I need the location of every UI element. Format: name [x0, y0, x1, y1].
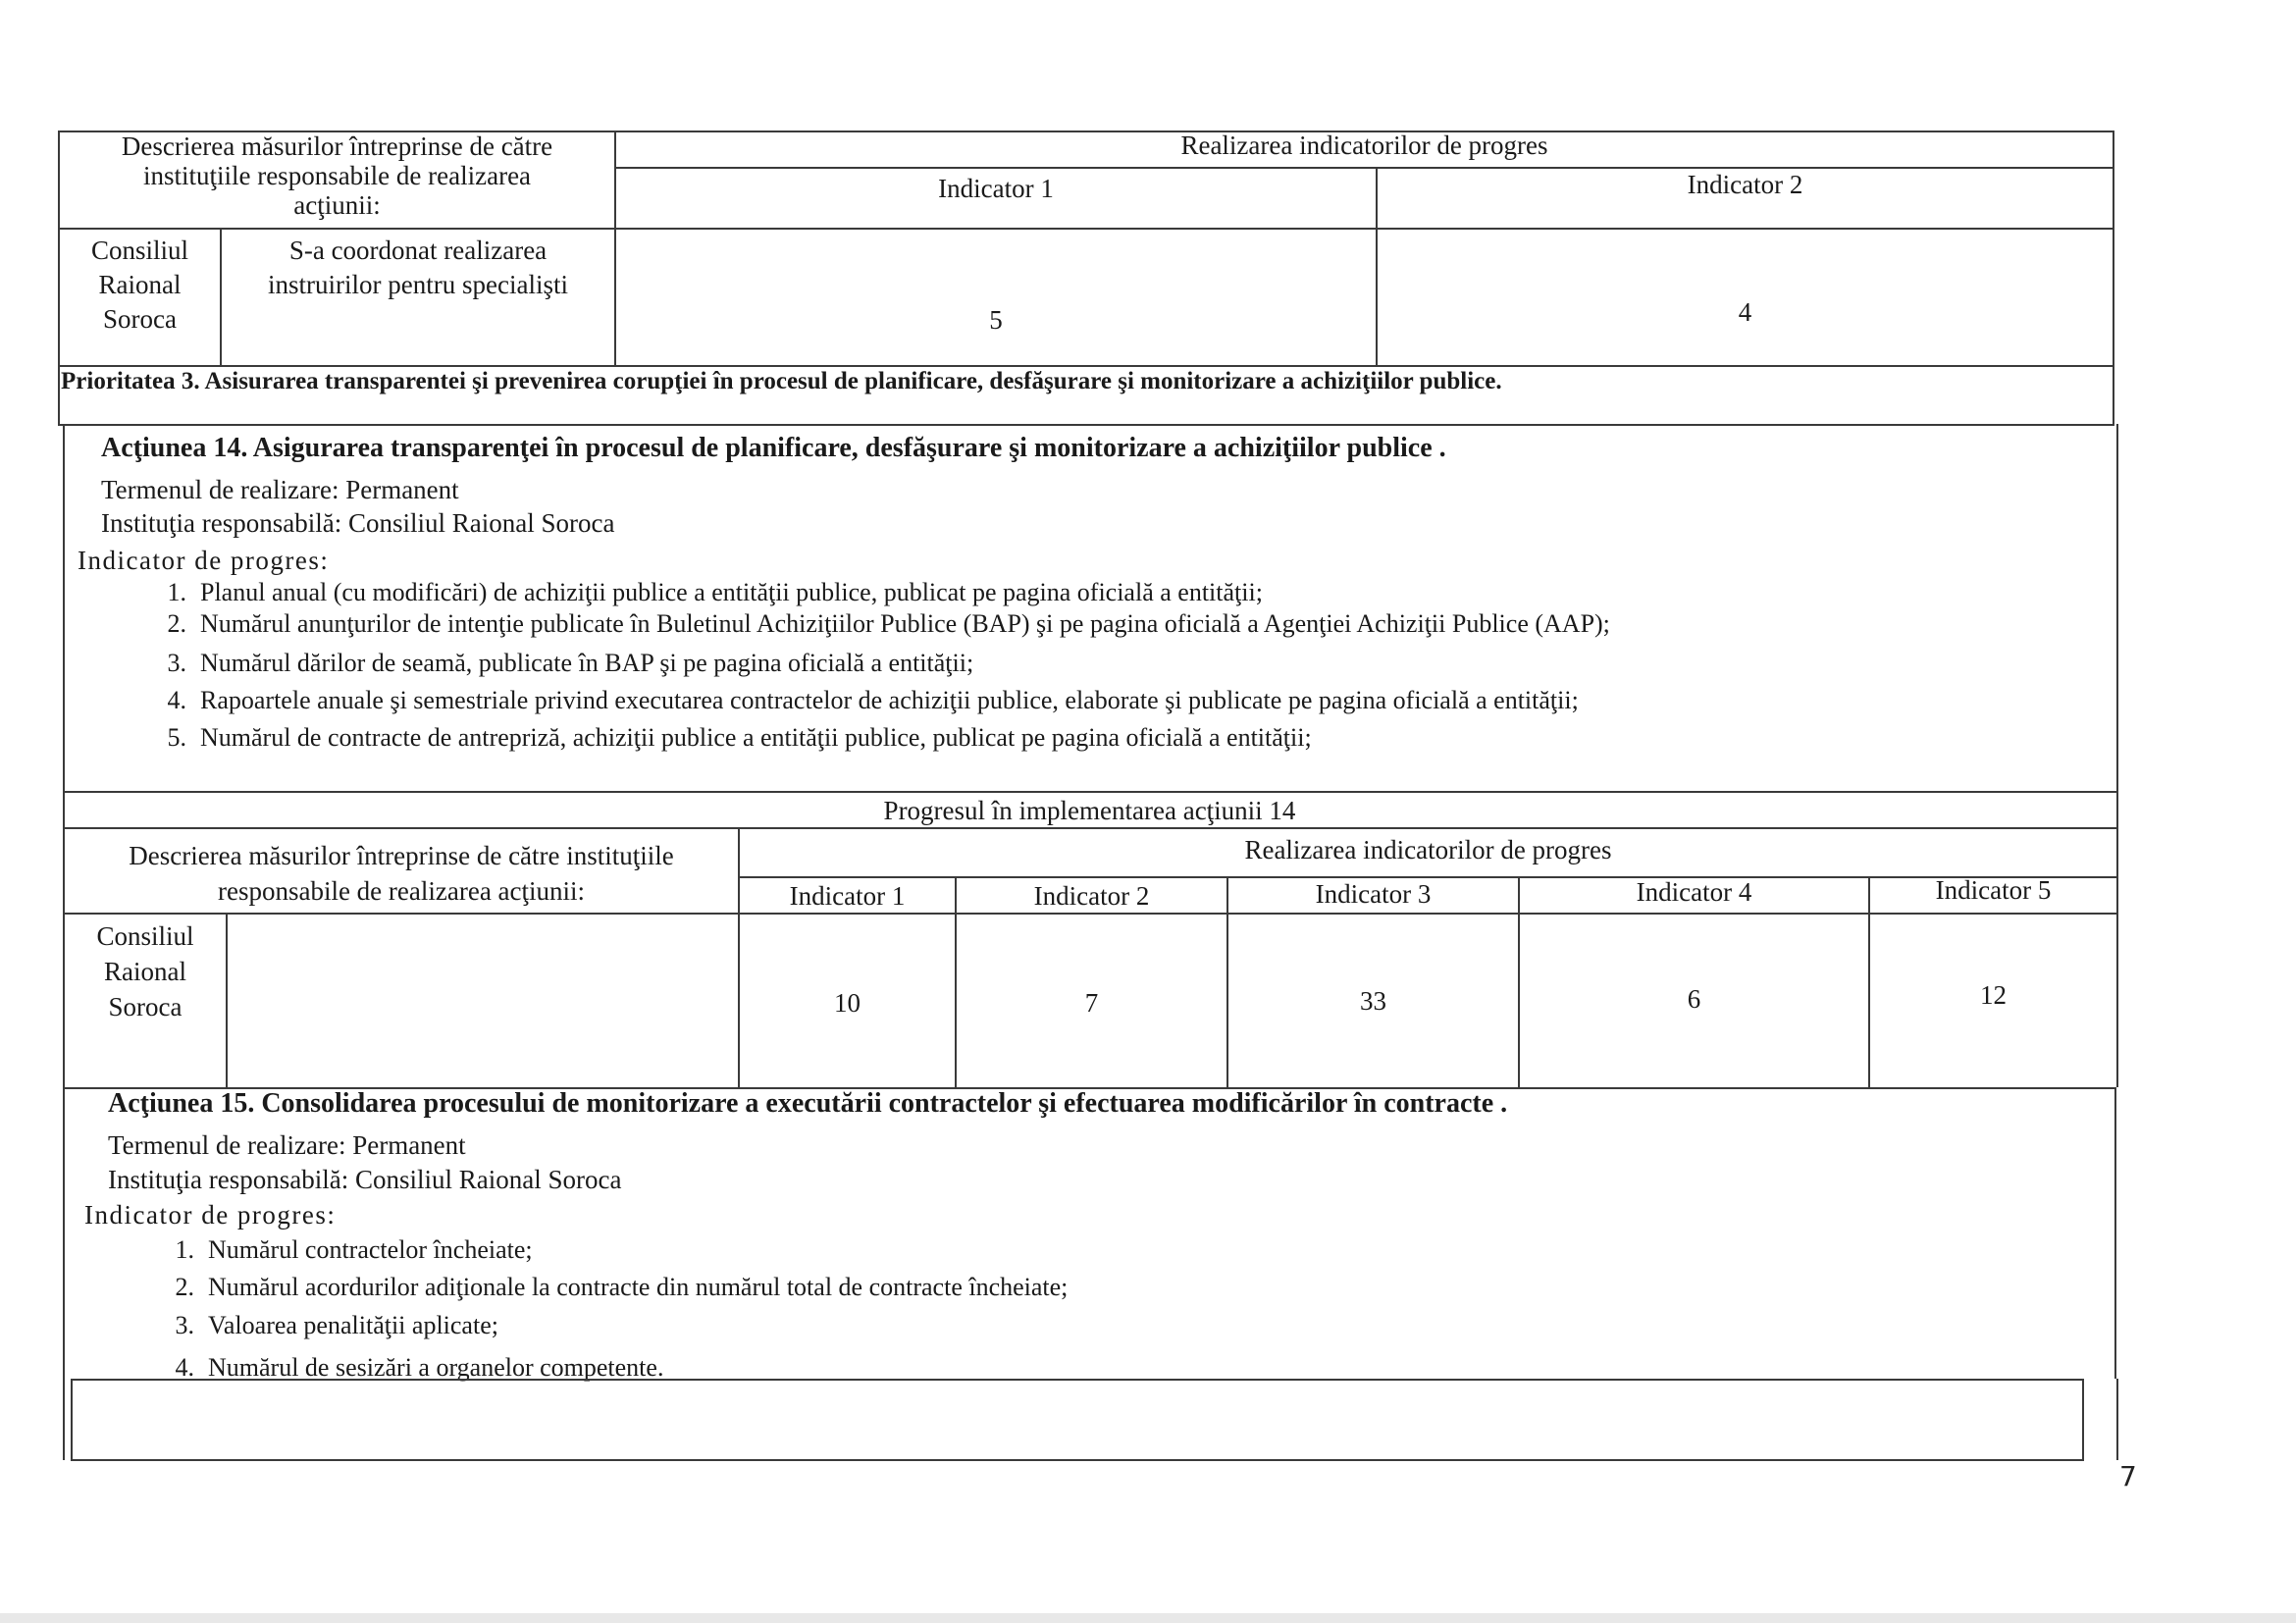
table-1-institution [60, 234, 220, 337]
measure-line: S-a coordonat realizarea [288, 236, 548, 265]
institution-line: Consiliul [90, 236, 189, 265]
table-2-indicator-4-value: 6 [1687, 984, 1701, 1014]
item-number: 4. [175, 1353, 194, 1382]
action-15-indicator-item [147, 1310, 498, 1341]
item-text: Numărul de sesizări a organelor competente. [208, 1353, 664, 1382]
measure-line: instruirilor pentru specialişti [268, 270, 568, 299]
institution-line: Soroca [103, 304, 177, 334]
table-2-indicator-1-header: Indicator 1 [789, 881, 906, 911]
priority-bottom-border [58, 424, 2114, 426]
action-14-institution: Instituţia responsabilă: Consiliul Raional Soroca [101, 508, 615, 538]
table-2-progress-header: Realizarea indicatorilor de progres [1244, 835, 1612, 864]
action-14-indicator-item [139, 608, 1610, 640]
frame-left-border [71, 1379, 73, 1461]
table-1-indicator-1-value: 5 [989, 305, 1003, 335]
item-number: 2. [167, 609, 186, 638]
table-1-indicator-1-header: Indicator 1 [938, 174, 1054, 203]
action-14-title: Acţiunea 14. Asigurarea transparenţei în procesul de planificare, desfăşurare şi monitorizare a achiziţiilor publice . [101, 433, 1446, 463]
action-15-deadline: Termenul de realizare: Permanent [108, 1130, 466, 1160]
header-line: Descrierea măsurilor întreprinse de către instituţiile [129, 841, 674, 870]
item-text: Planul anual (cu modificări) de achiziţii publice a entităţii publice, publicat pe pagina oficială a entităţii; [200, 578, 1263, 606]
item-text: Rapoartele anuale şi semestriale privind executarea contractelor de achiziţii publice, elaborate şi publicate pe pagina oficială a entităţii; [200, 686, 1579, 714]
item-text: Numărul anunţurilor de intenţie publicate în Buletinul Achiziţiilor Publice (BAP) şi pe pagina oficială a Agenţiei Achiziţii Publice (AAP); [200, 609, 1610, 638]
frame-right-border [2113, 365, 2114, 426]
page-edge [0, 1613, 2296, 1623]
item-text: Numărul acordurilor adiţionale la contracte din numărul total de contracte încheiate; [208, 1273, 1069, 1301]
table-2-indicator-1-value: 10 [834, 988, 861, 1018]
frame-bottom-border [71, 1459, 2084, 1461]
table-2-indicator-2-value: 7 [1084, 988, 1099, 1018]
table-1-measure [222, 234, 614, 302]
action-14-indicator-item [139, 577, 1263, 608]
frame-edge-mask [2116, 1087, 2118, 1379]
item-number: 5. [167, 723, 186, 752]
header-line: instituţiile responsabile de realizarea [142, 161, 532, 190]
frame-right-border [2114, 1087, 2116, 1379]
item-number: 3. [167, 649, 186, 677]
table-2-indicator-3-value: 33 [1360, 986, 1386, 1016]
item-number: 2. [175, 1273, 194, 1301]
table-1-indicator-2-value: 4 [1738, 297, 1752, 327]
table-2-indicator-3-header: Indicator 3 [1315, 879, 1432, 909]
table-2-measure [228, 915, 738, 1087]
frame-left-border [58, 365, 60, 426]
institution-line: Raional [104, 957, 186, 986]
item-text: Numărul dărilor de seamă, publicate în BAP şi pe pagina oficială a entităţii; [200, 649, 974, 677]
action-15-title: Acţiunea 15. Consolidarea procesului de monitorizare a executării contractelor şi efectuarea modificărilor în contracte . [108, 1088, 1508, 1119]
table-2-indicator-5-header: Indicator 5 [1935, 875, 2052, 905]
priority-heading: Prioritatea 3. Asisurarea transparentei şi prevenirea corupţiei în procesul de planificare, desfăşurare şi monitorizare a achiziţiilor publice. [61, 368, 1502, 394]
page-number: 7 [2119, 1460, 2137, 1492]
table-1-right-border [2113, 131, 2114, 365]
table-2-description-header [65, 838, 738, 909]
table-1-progress-header: Realizarea indicatorilor de progres [1180, 131, 1548, 160]
table-1-header-bottom [58, 228, 2113, 230]
header-line: acţiunii: [293, 190, 381, 220]
item-number: 1. [167, 578, 186, 606]
table-2-indicator-4-header: Indicator 4 [1636, 877, 1752, 907]
item-number: 3. [175, 1311, 194, 1339]
item-text: Numărul de contracte de antrepriză, achiziţii publice a entităţii publice, publicat pe pagina oficială a entităţii; [200, 723, 1312, 752]
action-15-indicator-item [147, 1234, 533, 1266]
table-1-description-header [60, 131, 614, 220]
action-14-indicator-item [139, 648, 973, 679]
action-15-institution: Instituţia responsabilă: Consiliul Raional Soroca [108, 1165, 622, 1194]
action-14-indicator-item [139, 722, 1312, 754]
table-1-indicator-2-header: Indicator 2 [1687, 170, 1803, 199]
institution-line: Raional [98, 270, 182, 299]
institution-line: Soroca [108, 992, 183, 1021]
empty-progress-row [71, 1381, 2082, 1459]
item-number: 4. [167, 686, 186, 714]
item-text: Numărul contractelor încheiate; [208, 1235, 533, 1264]
institution-line: Consiliul [96, 921, 194, 951]
action-15-indicator-item [147, 1272, 1068, 1303]
item-number: 1. [175, 1235, 194, 1264]
action-14-indicator-item [139, 685, 1579, 716]
table-2-title: Progresul în implementarea acţiunii 14 [883, 796, 1296, 825]
header-line: responsabile de realizarea acţiunii: [217, 876, 586, 906]
item-text: Valoarea penalităţii aplicate; [208, 1311, 498, 1339]
action-14-indicator-label: Indicator de progres: [78, 546, 330, 575]
table-2-indicator-2-header: Indicator 2 [1033, 881, 1150, 911]
action-15-indicator-label: Indicator de progres: [84, 1200, 337, 1230]
table-2-institution [65, 918, 226, 1024]
action-14-deadline: Termenul de realizare: Permanent [101, 475, 459, 504]
header-line: Descrierea măsurilor întreprinse de către [121, 131, 553, 161]
table-2-indicator-5-value: 12 [1980, 980, 2007, 1010]
frame-right-border [2082, 1379, 2084, 1461]
